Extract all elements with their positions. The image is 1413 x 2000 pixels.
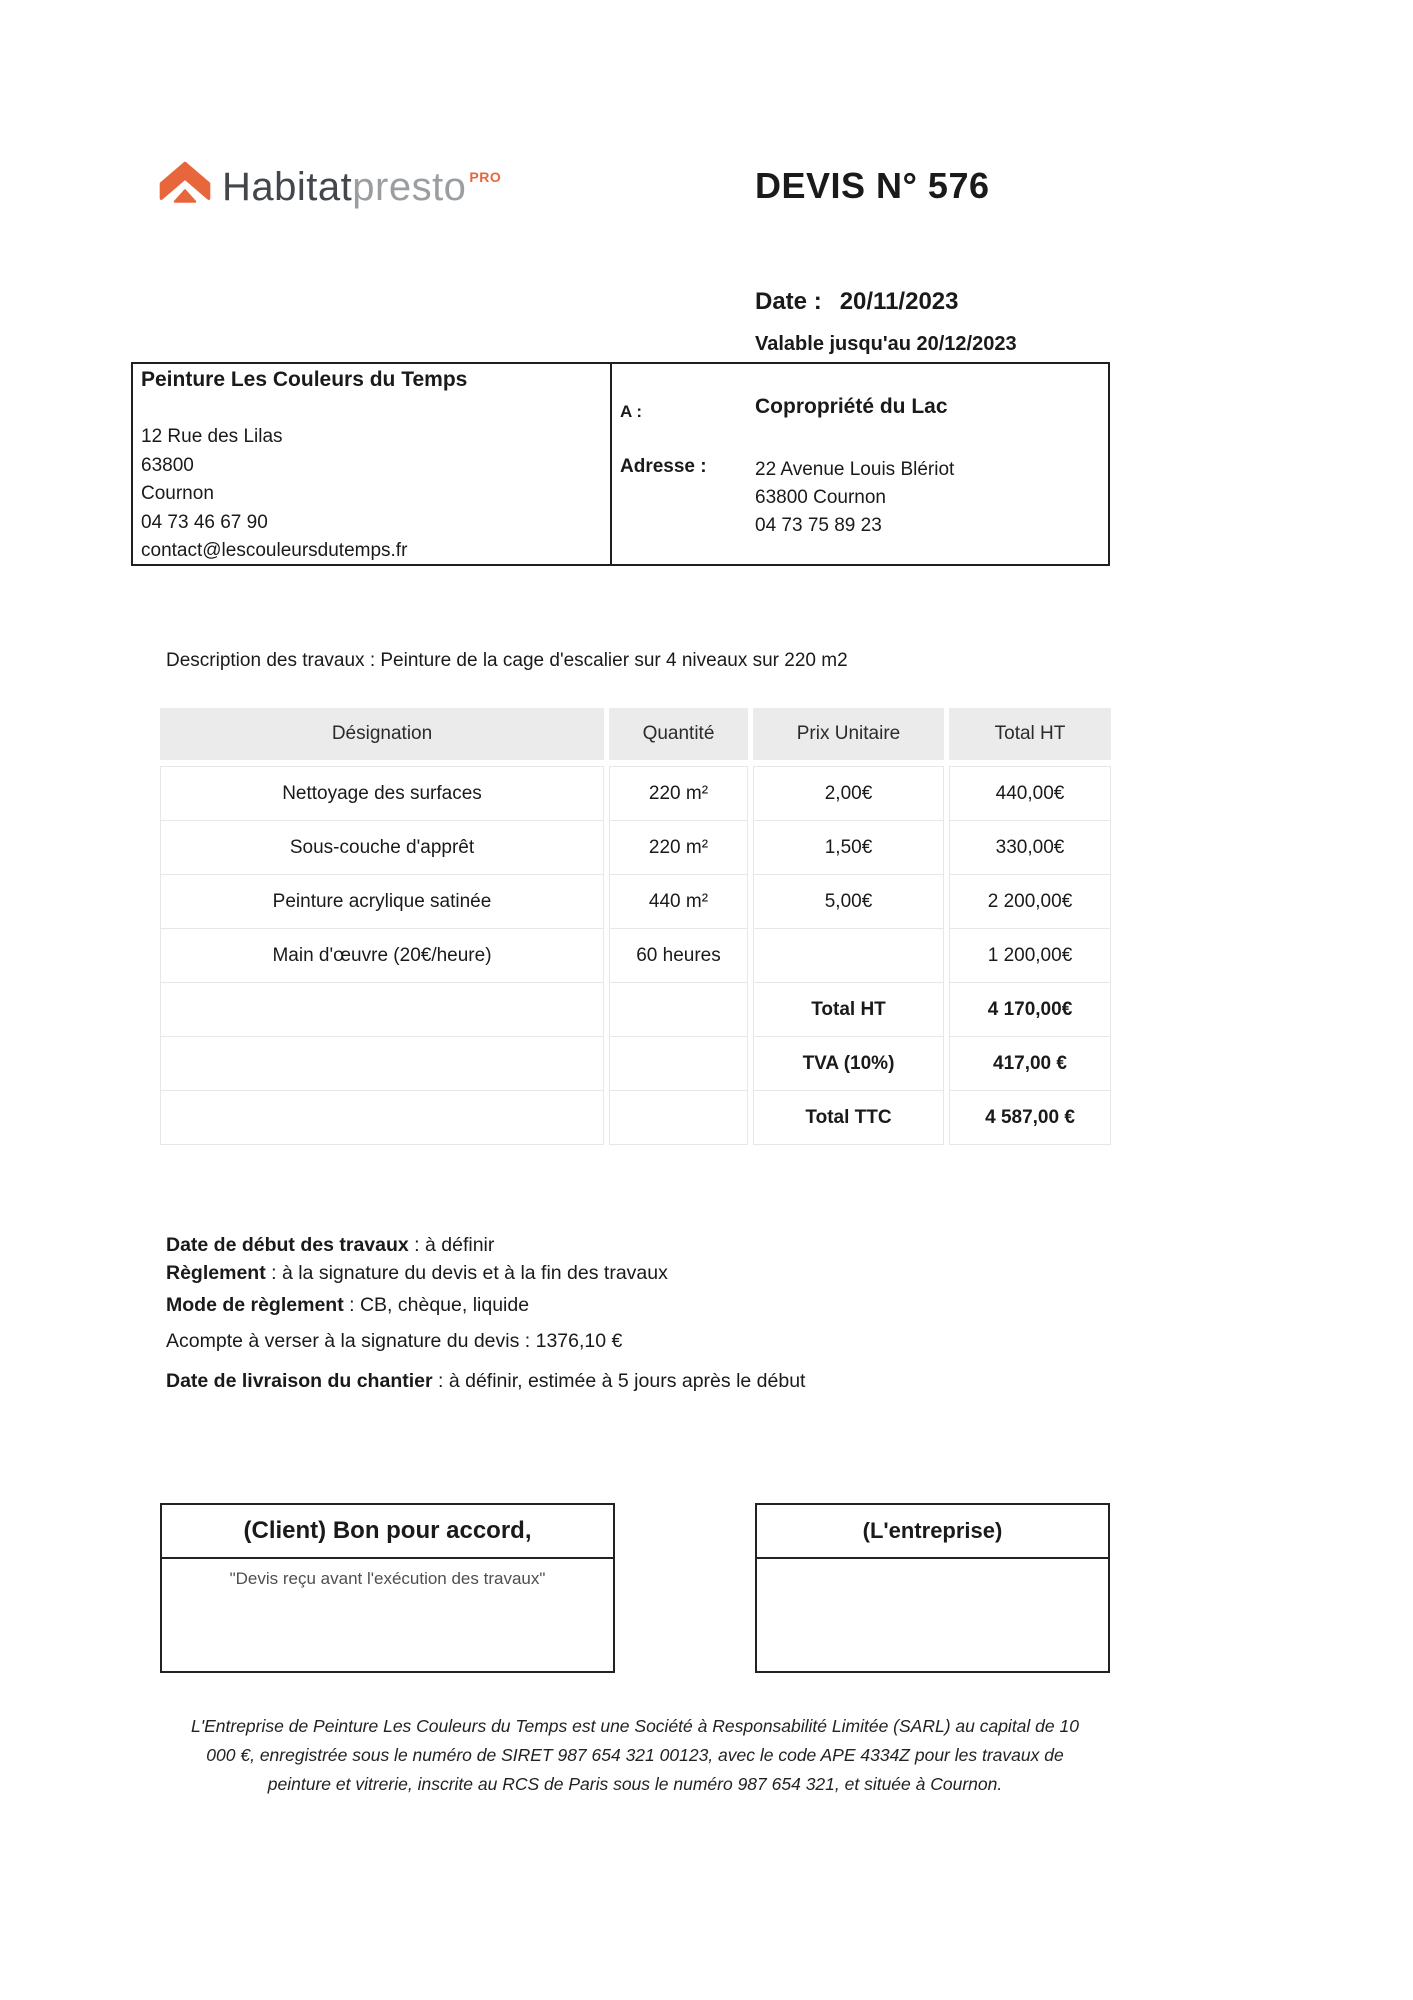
quote-date-value: 20/11/2023 <box>839 288 959 315</box>
term-delivery <box>166 1370 805 1393</box>
cell-designation: Nettoyage des surfaces <box>160 766 604 821</box>
cell-total: 2 200,00€ <box>949 874 1111 929</box>
table-row <box>160 766 1111 821</box>
logo-word-habitat: Habitat <box>222 164 353 209</box>
term-payment-mode-label: Mode de règlement <box>166 1294 344 1316</box>
quote-date-label: Date : <box>755 288 822 315</box>
client-signature-note: "Devis reçu avant l'exécution des travaux" <box>229 1569 546 1588</box>
logo-wordmark <box>222 165 501 210</box>
total-ht-label: Total HT <box>753 982 944 1037</box>
logo-word-presto: presto <box>352 164 467 209</box>
logo-pro-badge: PRO <box>469 168 502 185</box>
cell-quantity: 440 m² <box>609 874 748 929</box>
table-body <box>160 766 1111 1145</box>
cell-designation: Peinture acrylique satinée <box>160 874 604 929</box>
cell-unit-price <box>753 928 944 983</box>
cell-total: 1 200,00€ <box>949 928 1111 983</box>
term-payment <box>166 1262 805 1285</box>
cell-empty <box>160 1090 604 1145</box>
company-city: Cournon <box>141 483 214 504</box>
table-row <box>160 875 1111 929</box>
client-address-line: 22 Avenue Louis Blériot <box>755 459 955 480</box>
company-address-line: 12 Rue des Lilas <box>141 426 283 447</box>
company-postal-code: 63800 <box>141 454 194 476</box>
cell-total: 330,00€ <box>949 820 1111 875</box>
works-description: Description des travaux : Peinture de la cage d'escalier sur 4 niveaux sur 220 m2 <box>166 650 848 671</box>
total-ht-row <box>160 983 1111 1037</box>
valid-until: Valable jusqu'au 20/12/2023 <box>755 333 1017 355</box>
column-header-total: Total HT <box>949 708 1111 760</box>
term-payment-value: : à la signature du devis et à la fin des travaux <box>265 1262 668 1284</box>
cell-quantity: 220 m² <box>609 820 748 875</box>
client-name: Copropriété du Lac <box>755 395 948 418</box>
cell-quantity: 220 m² <box>609 766 748 821</box>
page-title: DEVIS N° 576 <box>755 165 990 206</box>
term-payment-mode <box>166 1294 805 1317</box>
client-address-city: 63800 Cournon <box>755 487 886 508</box>
client-signature-title: (Client) Bon pour accord, <box>162 1505 613 1559</box>
company-name: Peinture Les Couleurs du Temps <box>141 368 468 391</box>
cell-empty <box>160 1036 604 1091</box>
company-email: contact@lescouleursdutemps.fr <box>141 540 408 561</box>
tva-value: 417,00 € <box>949 1036 1111 1091</box>
client-phone: 04 73 75 89 23 <box>755 515 882 536</box>
term-payment-label: Règlement <box>166 1262 266 1284</box>
table-header-row <box>160 708 1111 760</box>
cell-unit-price: 2,00€ <box>753 766 944 821</box>
logo <box>158 160 501 214</box>
table-row <box>160 821 1111 875</box>
term-start-date-value: : à définir <box>408 1234 495 1256</box>
habitatpresto-home-arrow-icon <box>158 160 212 214</box>
quote-date-line <box>755 288 958 316</box>
cell-unit-price: 5,00€ <box>753 874 944 929</box>
cell-total: 440,00€ <box>949 766 1111 821</box>
client-address-label: Adresse : <box>620 456 707 477</box>
parties-box <box>131 362 1110 566</box>
term-start-date-label: Date de début des travaux <box>166 1234 409 1256</box>
terms-section <box>166 1234 805 1393</box>
cell-unit-price: 1,50€ <box>753 820 944 875</box>
client-panel <box>612 364 1108 564</box>
cell-designation: Sous-couche d'apprêt <box>160 820 604 875</box>
table-row <box>160 929 1111 983</box>
term-delivery-label: Date de livraison du chantier <box>166 1370 433 1392</box>
term-deposit: Acompte à verser à la signature du devis : 1376,10 € <box>166 1330 623 1352</box>
column-header-quantity: Quantité <box>609 708 748 760</box>
company-details <box>141 423 602 566</box>
client-to-label: A : <box>620 402 643 421</box>
legal-footer: L'Entreprise de Peinture Les Couleurs du Temps est une Société à Responsabilité Limitée (SARL) au capital de 10 000 €, enregistrée sous le numéro de SIRET 987 654 321 00123, avec le code APE 4334Z pour les travaux de peinture et vitrerie, inscrite au RCS de Paris sous le numéro 987 654 321, et située à Cournon. <box>191 1716 1079 1794</box>
tva-row <box>160 1037 1111 1091</box>
client-signature-box <box>160 1503 615 1673</box>
term-payment-mode-value: : CB, chèque, liquide <box>343 1294 530 1316</box>
company-panel <box>133 364 612 564</box>
total-ttc-value: 4 587,00 € <box>949 1090 1111 1145</box>
company-phone: 04 73 46 67 90 <box>141 511 268 533</box>
total-ttc-label: Total TTC <box>753 1090 944 1145</box>
total-ht-value: 4 170,00€ <box>949 982 1111 1037</box>
company-signature-title: (L'entreprise) <box>757 1505 1108 1559</box>
tva-label: TVA (10%) <box>753 1036 944 1091</box>
cell-designation: Main d'œuvre (20€/heure) <box>160 928 604 983</box>
cell-empty <box>609 1036 748 1091</box>
total-ttc-row <box>160 1091 1111 1145</box>
column-header-designation: Désignation <box>160 708 604 760</box>
cell-empty <box>609 1090 748 1145</box>
cell-empty <box>160 982 604 1037</box>
term-delivery-value: : à définir, estimée à 5 jours après le début <box>432 1370 806 1392</box>
client-address <box>755 456 954 540</box>
term-start-date <box>166 1234 805 1257</box>
column-header-unit-price: Prix Unitaire <box>753 708 944 760</box>
company-signature-box <box>755 1503 1110 1673</box>
cell-quantity: 60 heures <box>609 928 748 983</box>
cell-empty <box>609 982 748 1037</box>
items-table <box>160 708 1111 1145</box>
